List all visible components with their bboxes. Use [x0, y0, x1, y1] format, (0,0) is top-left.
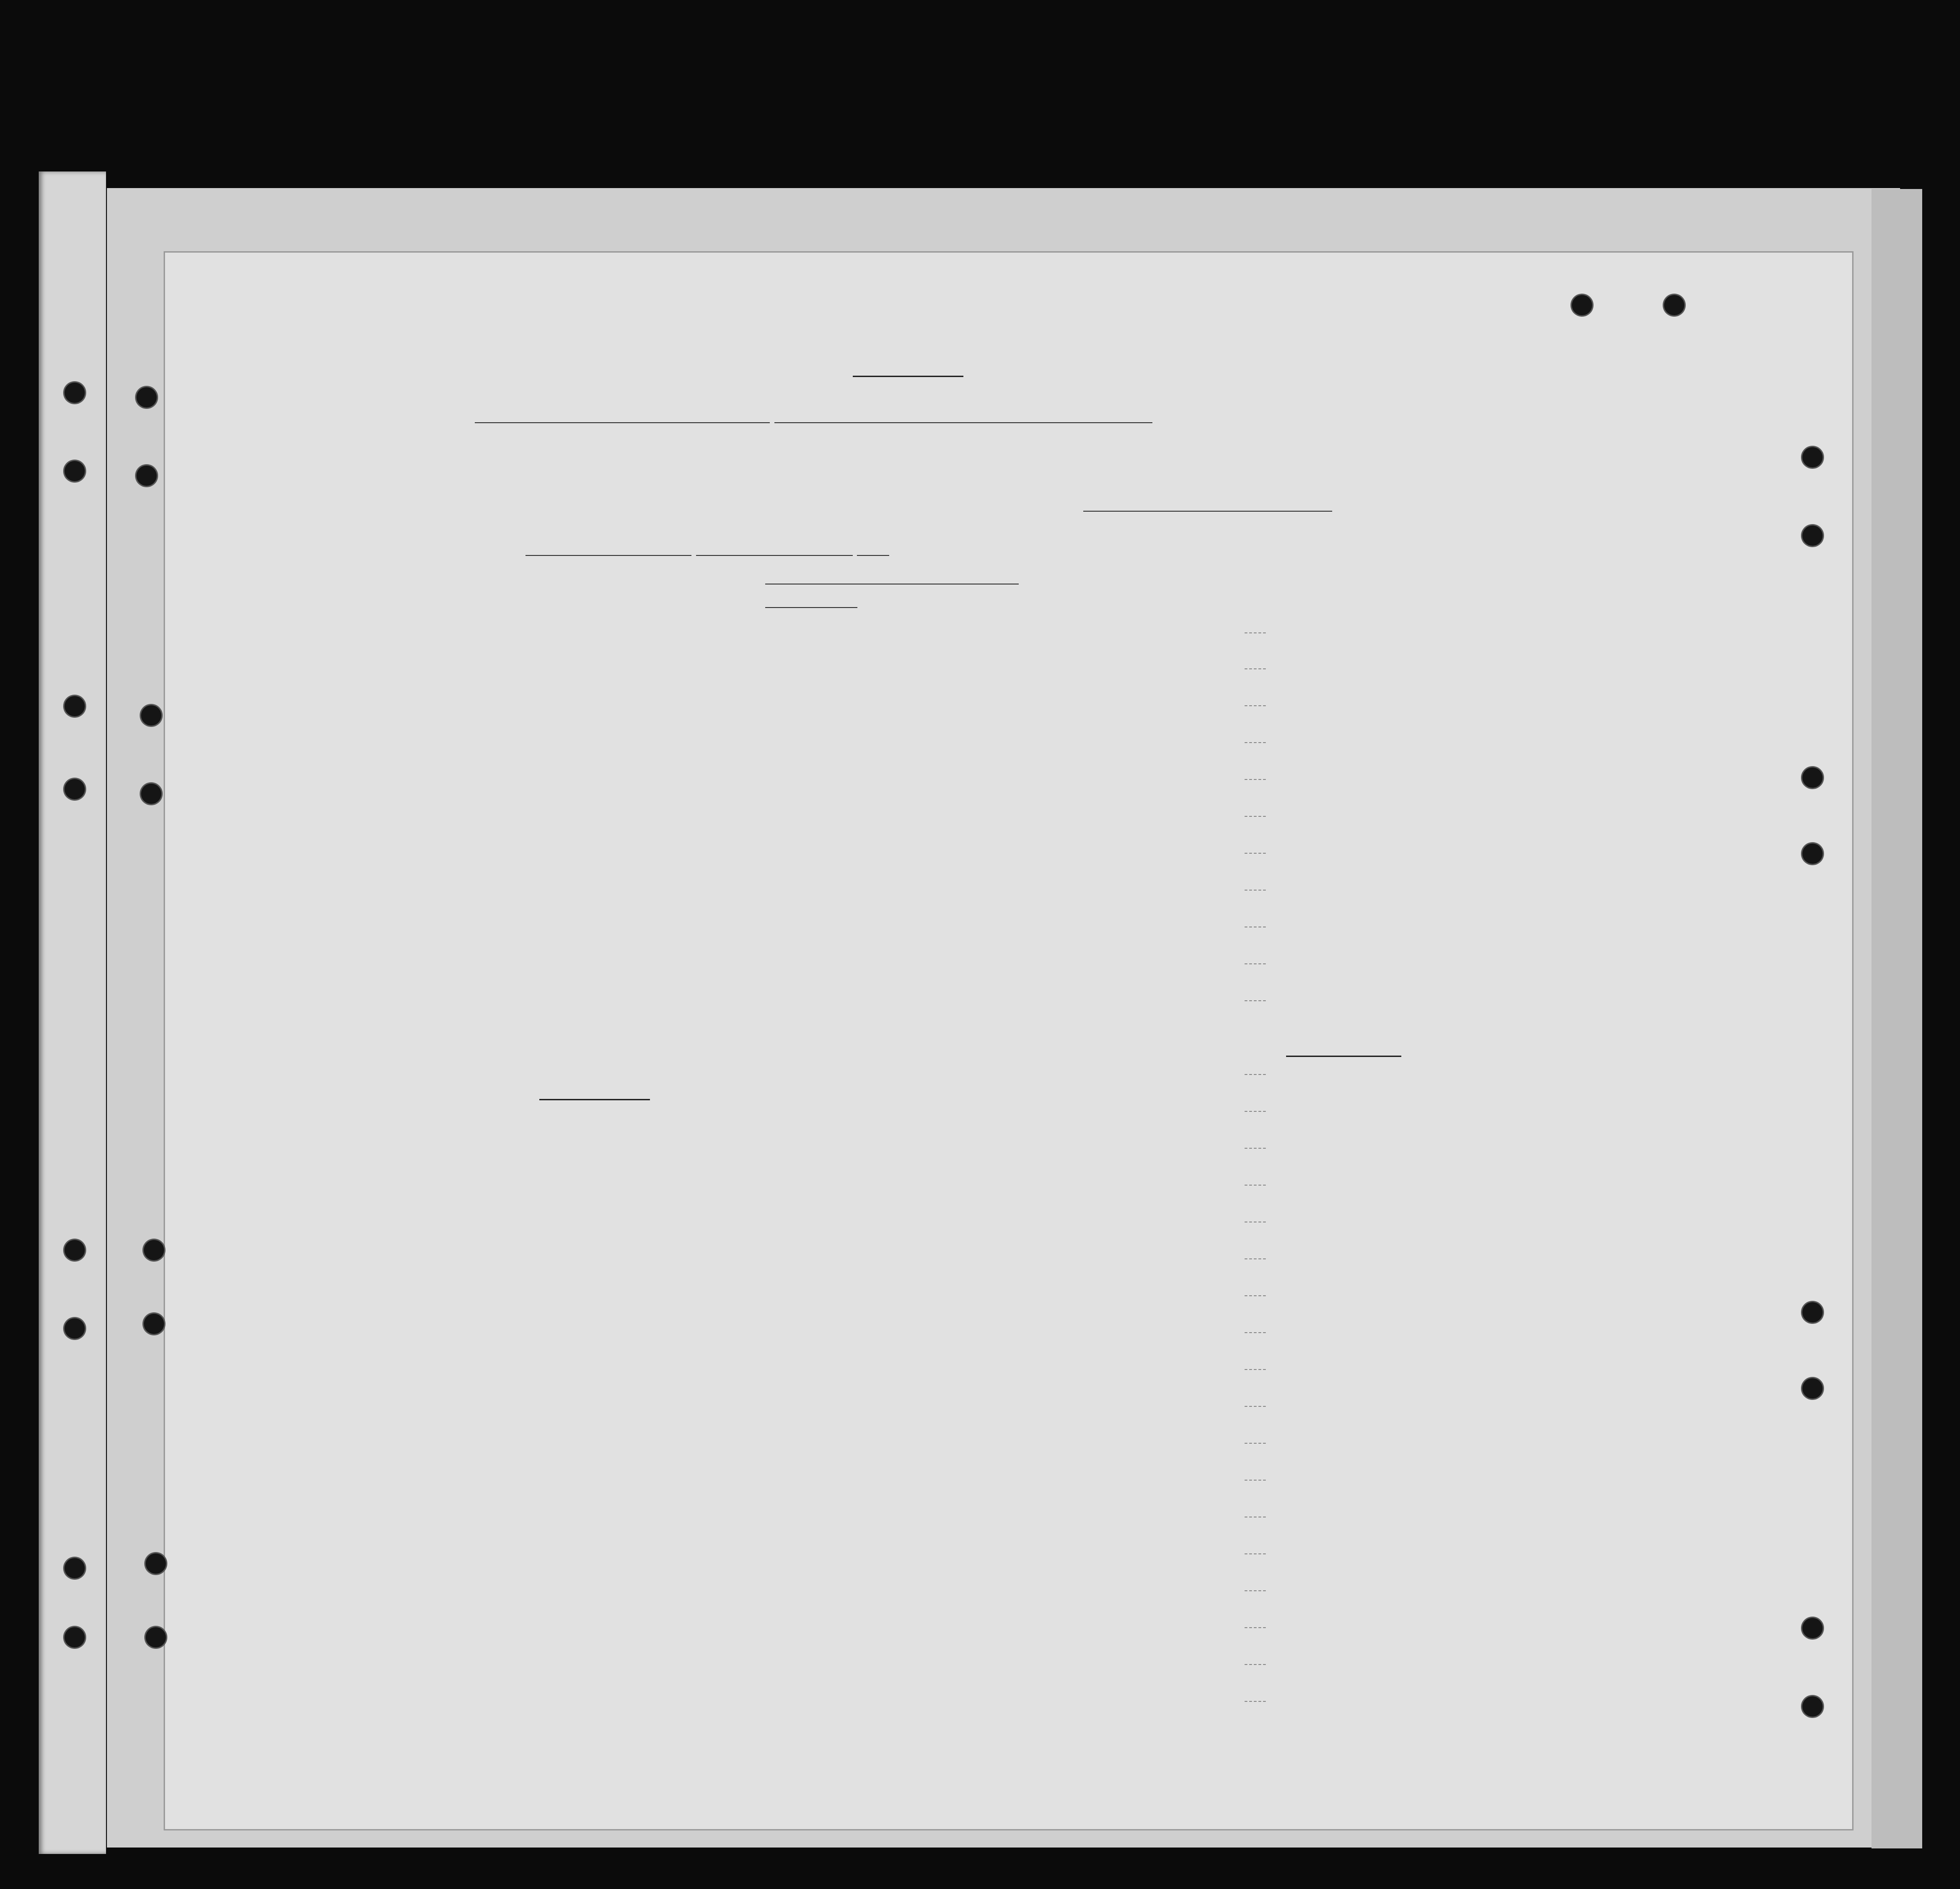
binder-hole: [1802, 1696, 1823, 1717]
binder-hole: [1802, 844, 1823, 864]
ruled-dash: [1245, 779, 1266, 780]
binder-hole: [1802, 1302, 1823, 1322]
binder-hole: [65, 779, 85, 799]
ruled-dash: [1245, 632, 1266, 633]
binder-hole: [65, 461, 85, 481]
sworn-year-field[interactable]: [857, 541, 889, 556]
binder-hole: [1802, 767, 1823, 788]
binder-hole: [65, 383, 85, 403]
declaration-line: [475, 403, 1337, 423]
binder-hole: [1802, 525, 1823, 546]
binder-hole: [1802, 447, 1823, 467]
binder-hole: [1664, 295, 1684, 315]
sworn-month-field[interactable]: [696, 541, 853, 556]
master-signature-field[interactable]: [1083, 511, 1332, 512]
vessel-name-field[interactable]: [774, 408, 1152, 423]
ruled-dash: [1245, 705, 1266, 706]
binder-hole: [1572, 295, 1592, 315]
ruled-dash: [1245, 890, 1266, 891]
ruled-dash: [1245, 668, 1266, 669]
binder-hole: [65, 1240, 85, 1260]
binder-hole: [65, 1318, 85, 1339]
binder-hole: [146, 1553, 166, 1574]
ruled-dash: [1245, 742, 1266, 743]
title-rule: [853, 376, 963, 377]
binder-strip: [39, 171, 106, 1854]
binder-hole: [144, 1240, 164, 1260]
binder-hole: [1802, 1378, 1823, 1399]
ruled-dash: [1245, 816, 1266, 817]
binder-hole: [65, 1627, 85, 1647]
binder-hole: [144, 1314, 164, 1334]
sworn-line: [525, 536, 1171, 556]
inspector-name-field[interactable]: [765, 605, 857, 608]
sworn-day-field[interactable]: [525, 541, 691, 556]
binder-hole: [136, 466, 157, 486]
page-edge-stack: [1871, 189, 1922, 1848]
binder-hole: [146, 1627, 166, 1647]
binder-hole: [141, 784, 161, 804]
inspector-signature-label: [765, 596, 1019, 608]
races-left-column: [1132, 1069, 1390, 1752]
ruled-dash: [1245, 963, 1266, 964]
binder-hole: [65, 696, 85, 716]
declarant-name-field[interactable]: [475, 408, 770, 423]
ruled-dash: [1245, 1000, 1266, 1001]
races-right-column: [1354, 1069, 1612, 1752]
binder-hole: [136, 387, 157, 407]
binder-hole: [1802, 1618, 1823, 1638]
notice-rule: [539, 1099, 650, 1100]
ruled-dash: [1245, 853, 1266, 854]
binder-hole: [65, 1558, 85, 1578]
races-rule: [1286, 1056, 1401, 1057]
binder-hole: [141, 705, 161, 726]
